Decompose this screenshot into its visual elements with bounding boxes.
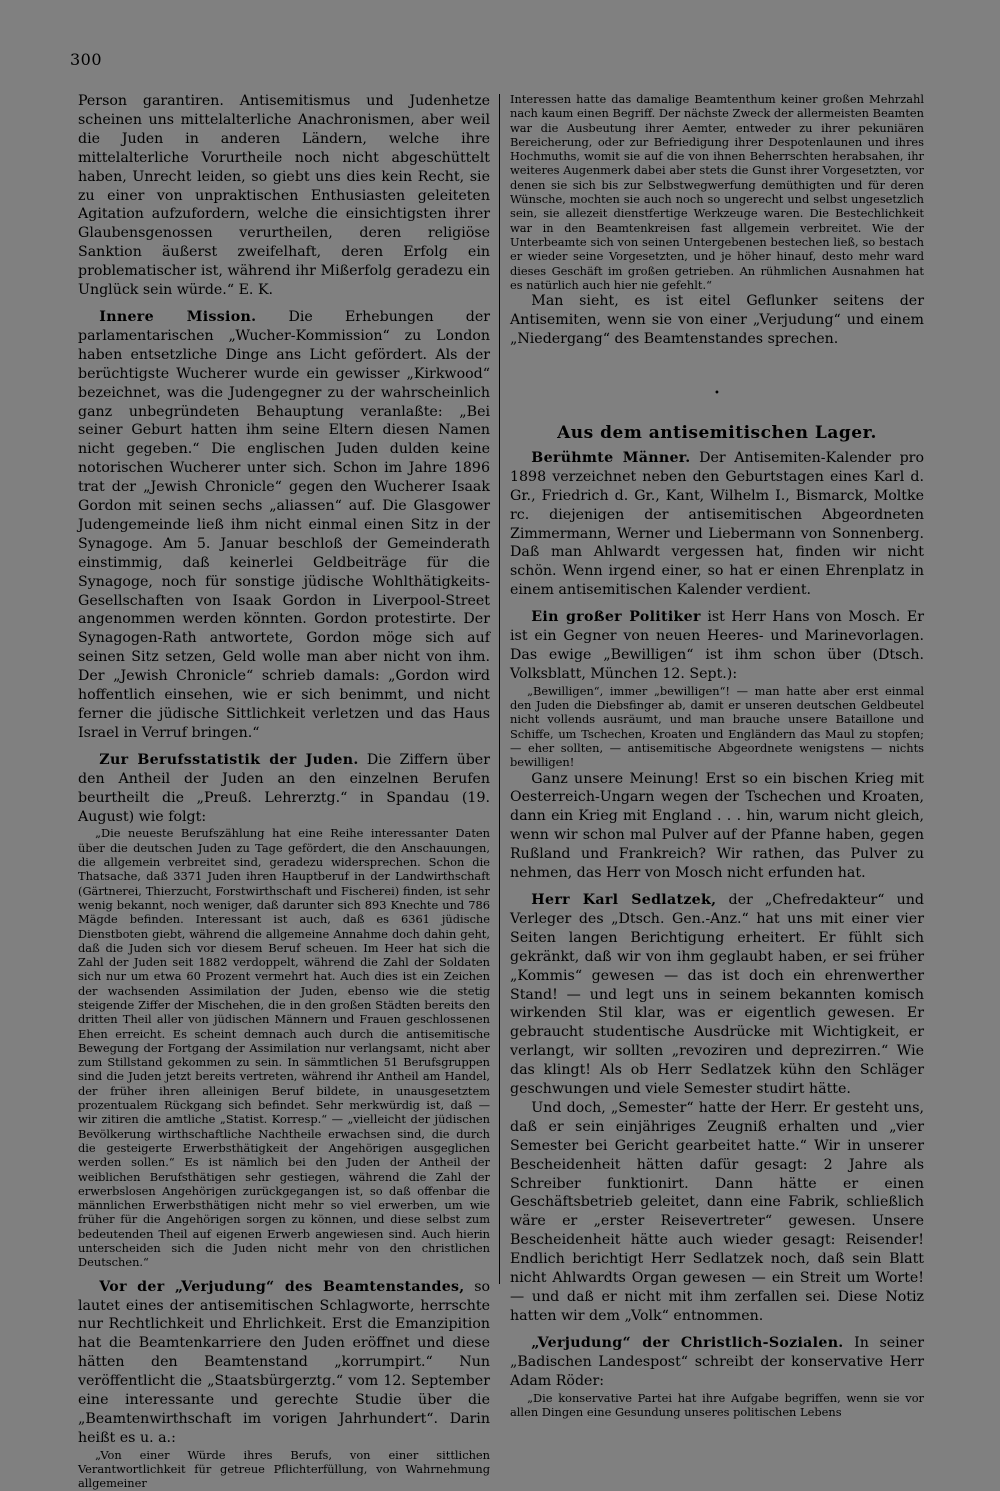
article-karl-sedlatzek [510, 891, 924, 1099]
section-heading: Ein großer Politiker [531, 609, 701, 626]
opening-paragraph: Person garantiren. Antisemitismus und Judenhetze scheinen uns mittelalterliche Anachronismen, aber weil die Juden in anderen Ländern, welche ihre mittelalterliche Vorurtheile noch nicht abgeschüttelt haben, Unrecht leiden, so giebt uns dies kein Recht, sie zu einer von unpraktischen Enthusiasten geleiteten Agitation aufzufordern, welche die einsichtigsten ihrer Glaubensgenossen verurtheilen, deren religiöse Sanktion äußerst zweifelhaft, deren Erfolg ein problematischer ist, während ihr Mißerfolg geradezu ein Unglück sein würde.“ E. K. [78, 93, 490, 299]
article-innere-mission [78, 308, 490, 743]
article-conclusion: Man sieht, es ist eitel Geflunker seitens der Antisemiten, wenn sie von einer „Verjudung“ und einem „Niedergang“ des Beamtenstandes sprechen. [510, 293, 924, 347]
left-column [78, 92, 491, 1491]
article-paragraph: Und doch, „Semester“ hatte der Herr. Er gesteht uns, daß er sein einjähriges Zeugniß erhalten und „vier Semester bei Gericht gearbeitet hatte.“ Wir in unserer Bescheidenheit hätten dafür gesagt: 2 Jahre als Schreiber funktionirt. Dann hätte er einen Geschäftsbetrieb geleitet, dann eine Fabrik, schließlich wäre er „erster Reisevertreter“ gewesen. Unsere Bescheidenheit hätte auch wieder gesagt: Reisender! Endlich berichtigt Herr Sedlatzek noch, daß sein Blatt nicht Ahlwardts Organ gewesen — ein Streit um Worte! — und daß er nicht mit ihm zerfallen sei. Diese Notiz hatten wir dem „Volk“ entnommen. [510, 1099, 924, 1324]
article-grosser-politiker [510, 608, 924, 684]
article-body: ist Herr Hans von Mosch. Er ist ein Gegner von neuen Heeres- und Marinevorlagen. Das ewige „Bewilligen“ ist ihm schon über (Dtsch. Volksblatt, München 12. Sept.): [510, 609, 924, 682]
section-heading: Vor der „Verjudung“ des Beamtenstandes, [99, 1278, 465, 1295]
article-body: Die Erhebungen der parlamentarischen „Wucher-Kommission“ zu London haben entsetzliche Dinge ans Licht gefördert. Als der berüchtigste Wucherer wurde ein gewisser „Kirkwood“ bezeichnet, was die Judengegner zu der wahrscheinlich ganz unbegründeten Behauptung veranlaßte: „Bei seiner Geburt hatten ihm seine Eltern diesen Namen nicht gegeben.“ Die englischen Juden dulden keine notorischen Wucherer unter sich. Schon im Jahre 1896 trat der „Jewish Chronicle“ gegen den Wucherer Isaak Gordon mit seinen sechs „aliassen“ auf. Die Glasgower Judengemeinde ließ ihm nicht einmal einen Sitz in der Synagoge. Am 5. Januar beschloß der Gemeinderath einstimmig, daß keinerlei Geldbeiträge für die Synagoge, noch für sonstige jüdische Wohlthätigkeits-Gesellschaften von Isaak Gordon in Liverpool-Street angenommen werden könnten. Gordon protestirte. Der Synagogen-Rath antwortete, Gordon möge sich auf seinen Sitz setzen, Geld wolle man aber nicht von ihm. Der „Jewish Chronicle“ schrieb damals: „Gordon wird hoffentlich einsehen, wie er sich benimmt, und nicht ferner die jüdische Sittlichkeit verletzen und das Haus Israel in Verruf bringen.“ [78, 308, 490, 741]
block-quote-continued: Interessen hatte das damalige Beamtenthum keiner großen Mehrzahl nach kaum einen Begriff. Der nächste Zweck der allermeisten Beamten war die Ausbeutung ihrer Aemter, entweder zu ihrer pekuniären Bereicherung, oder zur Befriedigung ihrer Despotenlaunen und ihres Hochmuths, womit sie auf die von ihnen Beherrschten herabsahen, ihr weiteres Augenmerk dabei aber stets die Gunst ihrer Vorgesetzten, vor denen sie sich bis zur Selbstwegwerfung demüthigten und für deren Wünsche, mochten sie auch noch so ungerecht und selbst ungesetzlich sein, sie allezeit dienstfertige Werkzeuge waren. Die Bestechlichkeit war in den Beamtenkreisen fast allgemein verbreitet. Wie der Unterbeamte sich von seinen Untergebenen bestechen ließ, so bestach er wieder seine Vorgesetzten, und je höher hinauf, desto mehr ward dieses Geschäft im großen getrieben. An rühmlichen Ausnahmen hat es natürlich auch hier nie gefehlt.“ [510, 92, 924, 292]
article-body: so lautet eines der antisemitischen Schlagworte, herrschte nur Rechtlichkeit und Ehrlichkeit. Erst die Emanzipition hat die Beamtenkarriere den Juden eröffnet und diese hätten den Beamtenstand „korrumpirt.“ Nun veröffentlicht die „Staatsbürgerztg.“ vom 12. September eine interessante und gerechte Studie über die „Beamtenwirthschaft im vorigen Jahrhundert“. Darin heißt es u. a.: [78, 1278, 491, 1446]
major-section-heading: Aus dem antisemitischen Lager. [557, 422, 877, 443]
right-column [510, 92, 924, 1419]
article-verjudung-beamtenstandes [78, 1278, 490, 1448]
article-body: In seiner „Badischen Landespost“ schreibt der konservative Herr Adam Röder: [510, 1334, 924, 1389]
block-quote: „Die neueste Berufszählung hat eine Reihe interessanter Daten über die deutschen Juden zu Tage gefördert, die den Anschauungen, die allgemein verbreitet sind, geradezu widersprechen. Schon die Thatsache, daß 3371 Juden ihren Hauptberuf in der Landwirthschaft (Gärtnerei, Thierzucht, Forstwirthschaft und Fischerei) finden, ist sehr wenig bekannt, noch weniger, daß darunter sich 893 Knechte und 786 Mägde befinden. Interessant ist auch, daß es 6361 jüdische Dienstboten giebt, während die allgemeine Annahme doch dahin geht, daß die Juden sich vor diesem Beruf scheuen. Im Heer hat sich die Zahl der Juden seit 1882 verdoppelt, während die Zahl der Soldaten sich nur um etwa 60 Prozent vermehrt hat. Auch dies ist ein Zeichen der wachsenden Assimilation der Juden, ebenso wie die stetig steigende Ziffer der Mischehen, die in den großen Städten bereits den dritten Theil aller von jüdischen Männern und Frauen geschlossenen Ehen erreicht. Es scheint demnach auch durch die antisemitische Bewegung der Fortgang der Assimilation nur verlangsamt, nicht aber zum Stillstand gekommen zu sein. In sämmtlichen 51 Berufsgruppen sind die Juden jetzt bereits vertreten, während ihr Antheil am Handel, der früher ihren alleinigen Beruf bildete, in unausgesetztem prozentualem Rückgang sich befindet. Sehr merkwürdig ist, daß — wir zitiren die amtliche „Statist. Korresp.“ — „vielleicht der jüdischen Bevölkerung wirthschaftliche Nachtheile erwachsen sind, die durch die gesteigerte Erwerbsthätigkeit der Angehörigen ausgeglichen werden sollen.“ Es ist nämlich bei den Juden der Antheil der weiblichen Berufsthätigen sehr gestiegen, während die Zahl der erwerbslosen Angehörigen zurückgegangen ist, so daß offenbar die männlichen Erwerbsthätigen nicht mehr so viel erwerben, um wie früher für die Angehörigen sorgen zu können, und diese selbst zum bedeutenden Theil auf eigenen Erwerb angewiesen sind. Auch hierin unterscheiden sich die Juden nicht mehr von den christlichen Deutschen.“ [78, 826, 490, 1270]
section-heading: Zur Berufsstatistik der Juden. [99, 751, 359, 768]
article-body: Die Ziffern über den Antheil der Juden an den einzelnen Berufen beurtheilt die „Preuß. Lehrerztg.“ in Spandau (19. August) wie folgt: [78, 751, 490, 825]
article-christlich-soziale [510, 1334, 924, 1391]
section-heading: Innere Mission. [99, 308, 257, 325]
block-quote: „Bewilligen“, immer „bewilligen“! — man hatte aber erst einmal den Juden die Diebsfinger ab, damit er unseren deutschen Geldbeutel nicht vollends ausräumt, und man brauche unsere Bataillone und Schiffe, um Tschechen, Kroaten und Engländern das Maul zu stopfen; — eher sollten, — antisemitische Abgeordnete wenigstens — nichts bewilligen! [510, 683, 924, 770]
block-quote: „Von einer Würde ihres Berufs, von einer sittlichen Verantwortlichkeit für getreue Pflichterfüllung, von Wahrnehmung allgemeiner [78, 1447, 490, 1491]
section-heading: Herr Karl Sedlatzek, [531, 891, 717, 908]
column-divider [499, 94, 500, 1284]
section-heading: Berühmte Männer. [531, 449, 691, 466]
section-divider-ornament: • [714, 387, 720, 399]
page-number: 300 [70, 50, 103, 69]
block-quote: „Die konservative Partei hat ihre Aufgabe begriffen, wenn sie vor allen Dingen eine Gesundung unseres politischen Lebens [510, 1390, 924, 1419]
article-paragraph: Ganz unsere Meinung! Erst so ein bischen Krieg mit Oesterreich-Ungarn wegen der Tschechen und Kroaten, dann ein Krieg mit England . . . hin, warum nicht gleich, wenn wir schon mal Pulver auf der Pfanne haben, gegen Rußland und Frankreich? Wir rathen, das Pulver zu nehmen, das Herr von Mosch nicht erfunden hat. [510, 770, 924, 882]
section-heading: „Verjudung“ der Christlich-Sozialen. [531, 1334, 844, 1351]
article-body: Der Antisemiten-Kalender pro 1898 verzeichnet neben den Geburtstagen eines Karl d. Gr., Friedrich d. Gr., Kant, Wilhelm I., Bismarck, Moltke rc. diejenigen der antisemitischen Abgeordneten Zimmermann, Werner und Liebermann von Sonnenberg. Daß man Ahlwardt vergessen hat, finden wir nicht schön. Wenn irgend einer, so hat er einen Ehrenplatz in einem antisemitischen Kalender verdient. [510, 449, 924, 599]
article-beruehmte-maenner [510, 449, 924, 600]
article-body: der „Chefredakteur“ und Verleger des „Dtsch. Gen.-Anz.“ hat uns mit einer vier Seiten langen Berichtigung erheitert. Er fühlt sich gekränkt, daß wir von ihm geglaubt haben, er sei früher „Kommis“ gewesen — das ist doch ein ehrenwerther Stand! — und legt uns in seinem bekannten komisch wirkenden Stil klar, was er eigentlich gewesen. Er gebraucht studentische Ausdrücke mit Wichtigkeit, er verlangt, wir sollten „revoziren und deprezirren.“ Wie das klingt! Als ob Herr Sedlatzek kühn den Schläger geschwungen und viele Semester studirt hätte. [510, 891, 924, 1098]
article-berufsstatistik [78, 751, 490, 827]
